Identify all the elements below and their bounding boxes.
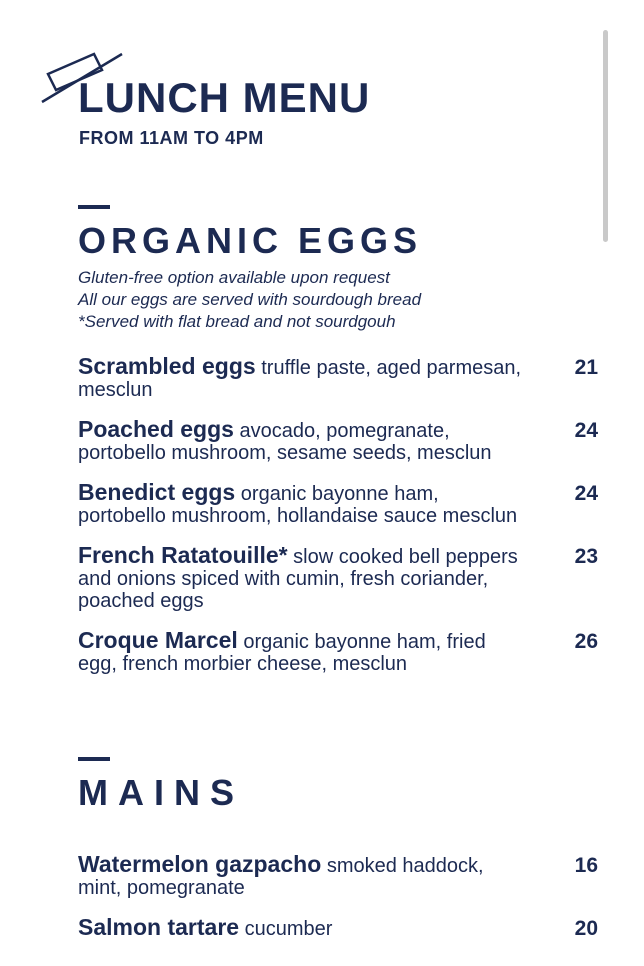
item-name: Poached eggs — [78, 416, 234, 442]
item-name: Croque Marcel — [78, 627, 238, 653]
menu-hours: FROM 11AM TO 4PM — [79, 128, 264, 148]
section-divider — [78, 205, 110, 209]
item-name: Scrambled eggs — [78, 353, 256, 379]
item-description: organic bayonne ham, portobello mushroom, hollandaise sauce mesclun — [78, 483, 518, 527]
item-name: French Ratatouille* — [78, 542, 288, 568]
item-description: cucumber — [244, 918, 333, 940]
menu-item — [78, 418, 598, 464]
menu-item — [78, 629, 598, 675]
menu-item — [78, 916, 598, 942]
item-price: 23 — [574, 545, 598, 568]
section-mains — [78, 757, 598, 959]
item-price: 26 — [574, 630, 598, 653]
scrollbar-thumb[interactable] — [603, 30, 608, 242]
item-name: Benedict eggs — [78, 479, 236, 505]
section-divider — [78, 757, 110, 761]
item-price: 24 — [574, 482, 598, 505]
menu-item — [78, 481, 598, 527]
item-description: truffle paste, aged parmesan, mesclun — [78, 357, 522, 401]
section-notes — [78, 267, 598, 333]
item-name: Salmon tartare — [78, 914, 240, 940]
menu-item — [78, 853, 598, 899]
item-name: Watermelon gazpacho — [78, 851, 322, 877]
item-price: 21 — [574, 356, 598, 379]
item-description: avocado, pomegranate, portobello mushroom, sesame seeds, mesclun — [78, 420, 492, 464]
section-organic-eggs — [78, 205, 598, 692]
section-note: Gluten-free option available upon request — [78, 268, 390, 287]
page-title: LUNCH MENU — [78, 74, 371, 121]
section-note: All our eggs are served with sourdough bread — [78, 290, 422, 309]
item-description: slow cooked bell peppers and onions spiced with cumin, fresh coriander, poached eggs — [78, 546, 518, 612]
item-description: smoked haddock, mint, pomegranate — [78, 855, 484, 899]
item-description: organic bayonne ham, fried egg, french morbier cheese, mesclun — [78, 631, 486, 675]
item-price: 16 — [574, 854, 598, 877]
section-note: *Served with flat bread and not sourdgouh — [78, 312, 396, 331]
section-title: MAINS — [78, 772, 244, 813]
item-price: 20 — [574, 917, 598, 940]
item-price: 24 — [574, 419, 598, 442]
menu-item — [78, 544, 598, 612]
menu-item — [78, 355, 598, 401]
section-title: ORGANIC EGGS — [78, 220, 423, 261]
